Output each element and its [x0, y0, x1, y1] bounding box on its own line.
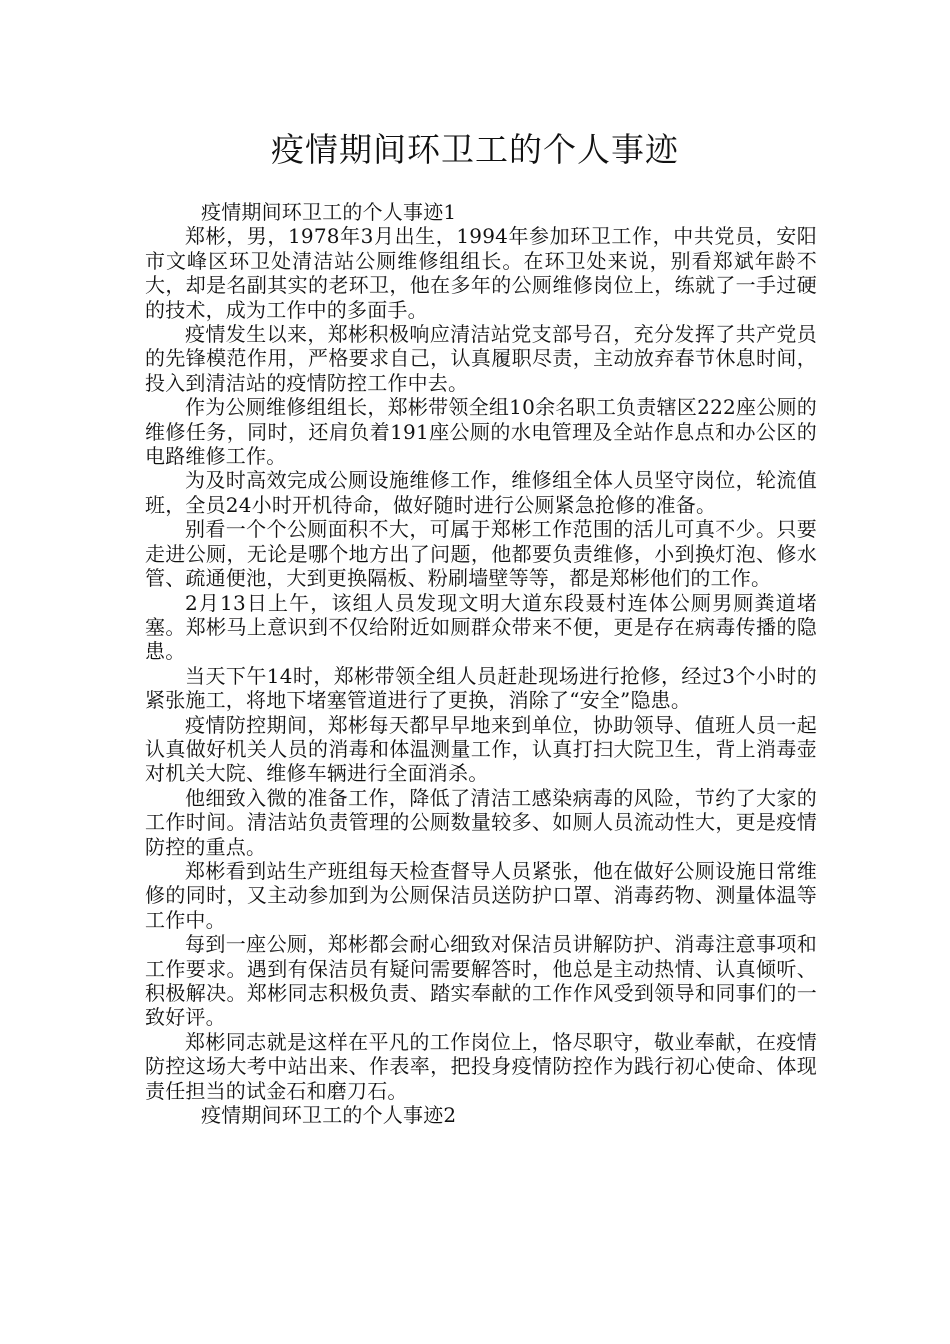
- paragraph: 当天下午14时，郑彬带领全组人员赶赴现场进行抢修，经过3个小时的紧张施工，将地下堵塞管道进行了更换，消除了“安全”隐患。: [145, 663, 817, 713]
- paragraph: 别看一个个公厕面积不大，可属于郑彬工作范围的活儿可真不少。只要走进公厕，无论是哪个地方出了问题，他都要负责维修，小到换灯泡、修水管、疏通便池，大到更换隔板、粉刷墙壁等等，都是郑彬他们的工作。: [145, 517, 817, 591]
- document-body: [145, 200, 817, 1127]
- paragraph: 疫情防控期间，郑彬每天都早早地来到单位，协助领导、值班人员一起认真做好机关人员的消毒和体温测量工作，认真打扫大院卫生，背上消毒壶对机关大院、维修车辆进行全面消杀。: [145, 712, 817, 786]
- section-heading-2: 疫情期间环卫工的个人事迹2: [201, 1103, 457, 1128]
- paragraph: 郑彬，男，1978年3月出生，1994年参加环卫工作，中共党员，安阳市文峰区环卫处清洁站公厕维修组组长。在环卫处来说，别看郑斌年龄不大，却是名副其实的老环卫，他在多年的公厕维修岗位上，练就了一手过硬的技术，成为工作中的多面手。: [145, 224, 817, 322]
- section-heading-1: 疫情期间环卫工的个人事迹1: [201, 200, 457, 224]
- paragraph: 郑彬同志就是这样在平凡的工作岗位上，恪尽职守，敬业奉献，在疫情防控这场大考中站出来、作表率，把投身疫情防控作为践行初心使命、体现责任担当的试金石和磨刀石。: [145, 1029, 817, 1103]
- document-title: 疫情期间环卫工的个人事迹: [271, 130, 679, 169]
- paragraph: 作为公厕维修组组长，郑彬带领全组10余名职工负责辖区222座公厕的维修任务，同时，还肩负着191座公厕的水电管理及全站作息点和办公区的电路维修工作。: [145, 395, 817, 469]
- paragraph: 他细致入微的准备工作，降低了清洁工感染病毒的风险，节约了大家的工作时间。清洁站负责管理的公厕数量较多、如厕人员流动性大，更是疫情防控的重点。: [145, 785, 817, 859]
- paragraph: 为及时高效完成公厕设施维修工作，维修组全体人员坚守岗位，轮流值班，全员24小时开机待命，做好随时进行公厕紧急抢修的准备。: [145, 468, 817, 517]
- paragraph: 每到一座公厕，郑彬都会耐心细致对保洁员讲解防护、消毒注意事项和工作要求。遇到有保洁员有疑问需要解答时，他总是主动热情、认真倾听、积极解决。郑彬同志积极负责、踏实奉献的工作作风受到领导和同事们的一致好评。: [145, 932, 817, 1030]
- paragraph: 2月13日上午，该组人员发现文明大道东段聂村连体公厕男厕粪道堵塞。郑彬马上意识到不仅给附近如厕群众带来不便，更是存在病毒传播的隐患。: [145, 590, 817, 664]
- paragraph: 郑彬看到站生产班组每天检查督导人员紧张，他在做好公厕设施日常维修的同时，又主动参加到为公厕保洁员送防护口罩、消毒药物、测量体温等工作中。: [145, 858, 817, 932]
- paragraph: 疫情发生以来，郑彬积极响应清洁站党支部号召，充分发挥了共产党员的先锋模范作用，严格要求自己，认真履职尽责，主动放弃春节休息时间，投入到清洁站的疫情防控工作中去。: [145, 322, 817, 395]
